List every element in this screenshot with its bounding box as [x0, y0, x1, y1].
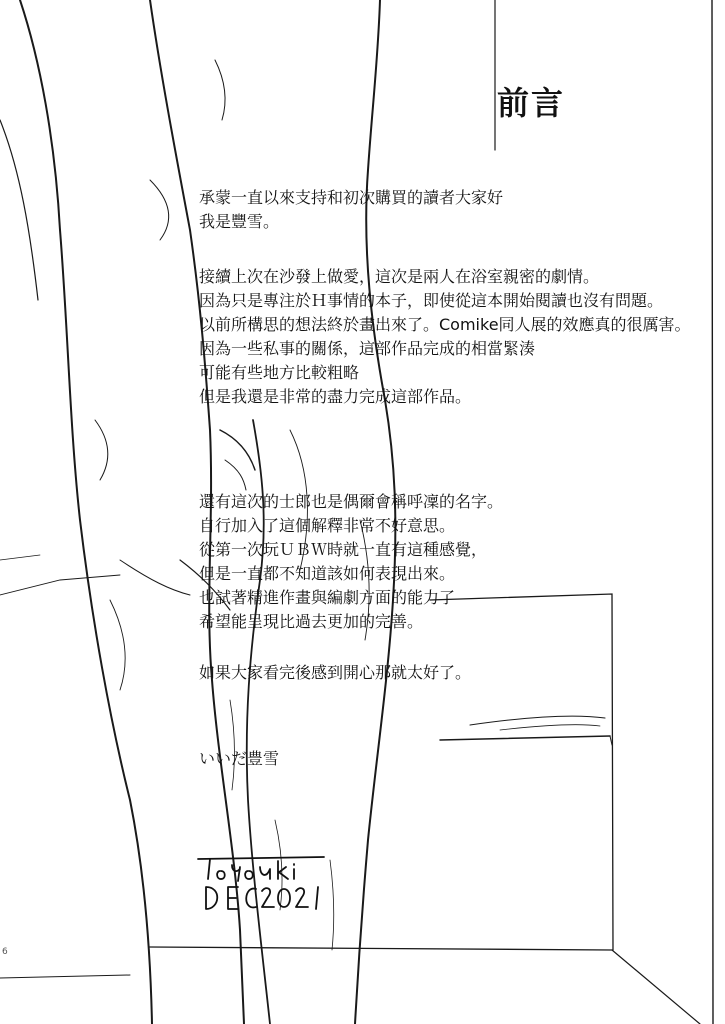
text-line: 承蒙一直以來支持和初次購買的讀者大家好: [199, 188, 504, 207]
text-line: 以前所構思的想法終於畫出來了。Comike同人展的效應真的很厲害。: [199, 315, 691, 334]
text-line: 自行加入了這個解釋非常不好意思。: [199, 516, 456, 535]
text-line: 但是一直都不知道該如何表現出來。: [199, 564, 456, 583]
paragraph-story: [199, 265, 691, 409]
text-line: 可能有些地方比較粗略: [199, 363, 360, 382]
text-line: 如果大家看完後感到開心那就太好了。: [199, 663, 472, 682]
author-name: いいだ豊雪: [199, 749, 280, 768]
text-line: 因為一些私事的關係，這部作品完成的相當緊湊: [199, 339, 536, 358]
text-line: 還有這次的士郎也是偶爾會稱呼凜的名字。: [199, 492, 504, 511]
paragraph-closing-wish: [199, 661, 471, 685]
handwritten-signature: [196, 855, 336, 915]
paragraph-greeting: [199, 186, 503, 234]
text-line: 我是豐雪。: [199, 212, 280, 231]
page-title: 前言: [497, 84, 566, 122]
text-line: 因為只是專注於Ｈ事情的本子，即使從這本開始閱讀也沒有問題。: [199, 291, 664, 310]
text-line: 從第一次玩ＵＢＷ時就一直有這種感覺，: [199, 540, 488, 559]
text-line: 但是我還是非常的盡力完成這部作品。: [199, 387, 472, 406]
text-line: 接續上次在沙發上做愛，這次是兩人在浴室親密的劇情。: [199, 267, 600, 286]
text-line: 也試著精進作畫與編劇方面的能力了: [199, 588, 456, 607]
paragraph-character: [199, 490, 503, 634]
page-number: 6: [2, 947, 8, 957]
text-line: 希望能呈現比過去更加的完善。: [199, 612, 424, 631]
